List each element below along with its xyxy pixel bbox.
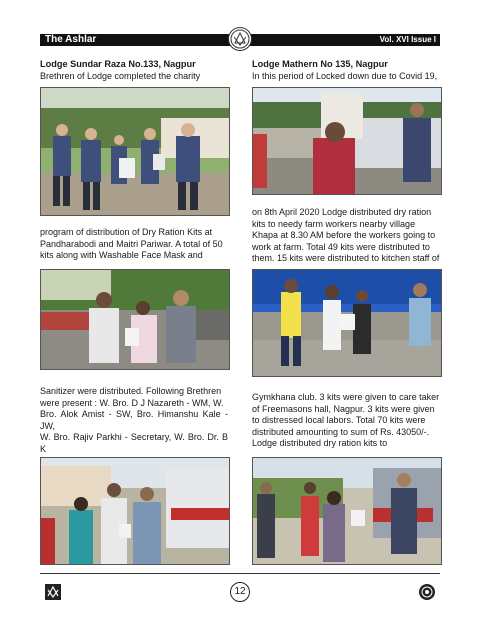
text-line: Brethren of Lodge completed the charity bbox=[40, 71, 201, 81]
journal-title: The Ashlar bbox=[45, 34, 97, 45]
photo-women-receiving-kits bbox=[252, 457, 442, 565]
photo-lifting-ration-bag bbox=[252, 87, 442, 195]
text-line: W. Bro. Rajiv Parkhi - Secretary, W. Bro. Dr. B K bbox=[40, 432, 228, 454]
photo-ration-distribution-group bbox=[40, 87, 230, 216]
issue-label: Vol. XVI Issue I bbox=[379, 35, 436, 44]
text-line: Pandharabodi and Maitri Pariwar. A total of 50 bbox=[40, 238, 223, 249]
text-line: kits along with Washable Face Mask and bbox=[40, 250, 203, 261]
footer-rule bbox=[40, 573, 440, 574]
text-line: Bro. Alok Amist - SW, Bro. Himanshu Kale - JW, bbox=[40, 409, 228, 431]
text-line: work at farm. Total 49 kits were distributed to bbox=[252, 241, 430, 252]
text-line: on 8th April 2020 Lodge distributed dry ration bbox=[252, 207, 432, 217]
text-line: Lodge distributed dry ration kits to bbox=[252, 438, 388, 449]
photo-handing-kit-street bbox=[40, 269, 230, 370]
text-line: them. 15 kits were distributed to kitchen staff of bbox=[252, 253, 440, 264]
page-number: 12 bbox=[230, 582, 250, 602]
lodge-seal-icon bbox=[418, 583, 436, 601]
text-line: distributed amounting to sum of Rs. 43050/-. bbox=[252, 426, 430, 437]
right-paragraph-2 bbox=[252, 207, 440, 265]
text-line: to distressed local labors. Total 70 kits were bbox=[252, 415, 426, 426]
text-line: kits to needy farm workers nearby village bbox=[252, 218, 416, 229]
text-line: Gymkhana club. 3 kits were given to care taker bbox=[252, 392, 440, 402]
left-paragraph-1 bbox=[40, 71, 228, 83]
text-line: were present : W. Bro. D J Nazareth - WM, W. bbox=[40, 397, 224, 408]
left-article-heading: Lodge Sundar Raza No.133, Nagpur bbox=[40, 59, 196, 69]
text-line: In this period of Locked down due to Covid 19, bbox=[252, 71, 438, 81]
text-line: of Freemasons hall, Nagpur. 3 kits were given bbox=[252, 403, 435, 414]
text-line: Sanitizer were distributed. Following Brethren bbox=[40, 386, 222, 396]
text-line: program of distribution of Dry Ration Kits at bbox=[40, 227, 213, 237]
left-paragraph-2 bbox=[40, 227, 228, 262]
text-line: Khapa at 8.30 AM before the workers going to bbox=[252, 230, 436, 241]
photo-car-trunk-distribution bbox=[40, 457, 230, 565]
left-paragraph-3 bbox=[40, 386, 228, 467]
right-article-heading: Lodge Mathern No 135, Nagpur bbox=[252, 59, 388, 69]
right-paragraph-3 bbox=[252, 392, 440, 450]
right-paragraph-1 bbox=[252, 71, 440, 83]
photo-group-with-banner bbox=[252, 269, 442, 377]
masonic-emblem-icon bbox=[228, 27, 252, 51]
square-compass-icon bbox=[44, 583, 62, 601]
